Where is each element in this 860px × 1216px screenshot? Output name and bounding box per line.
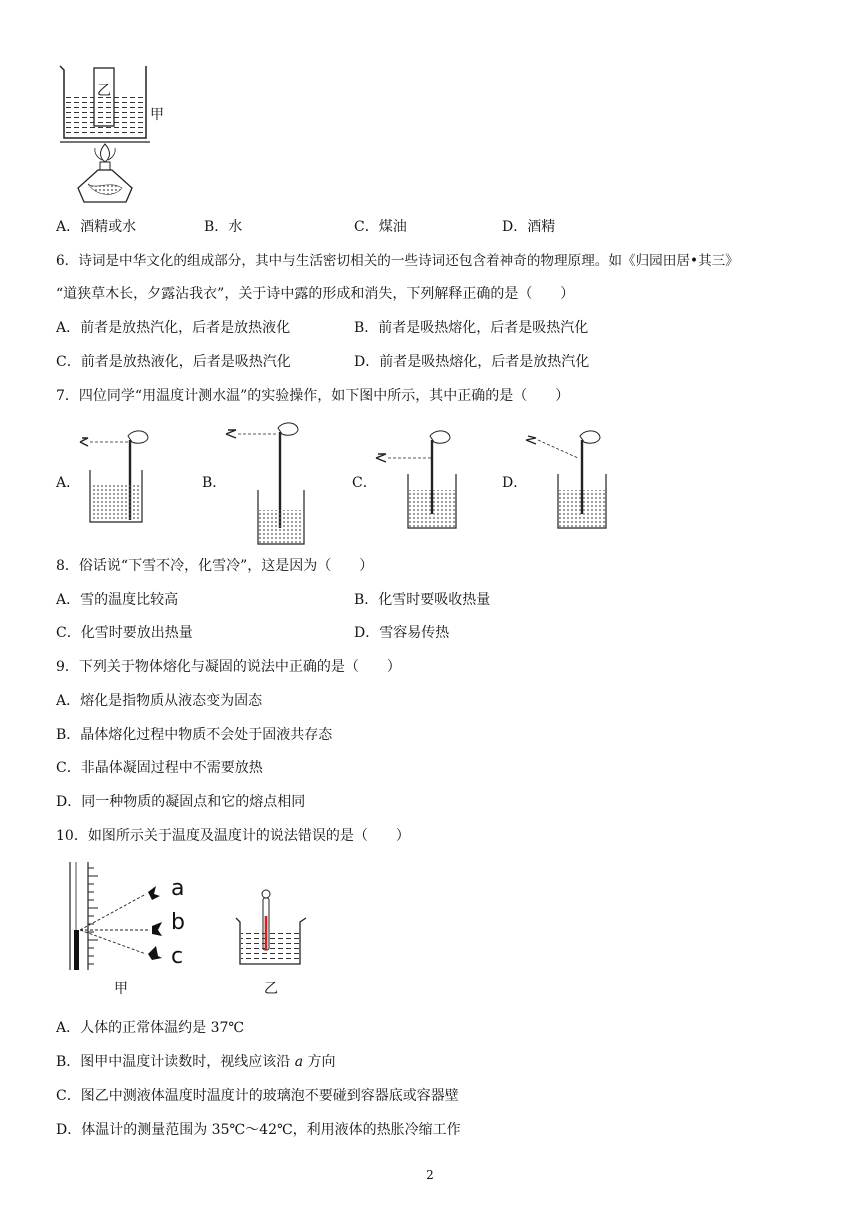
- option-key: C．: [56, 354, 81, 370]
- figure-yi-caption: 乙: [264, 981, 278, 997]
- q10-option-a[interactable]: [56, 1019, 244, 1037]
- option-key: D．: [56, 1122, 82, 1138]
- q8-option-b[interactable]: [354, 591, 490, 609]
- q9-stem: 9．下列关于物体熔化与凝固的说法中正确的是（ ）: [56, 659, 401, 675]
- q5-option-a[interactable]: [56, 218, 136, 236]
- thermometer-in-beaker-c: [372, 428, 462, 532]
- sightline-c-label: c: [171, 944, 184, 969]
- option-key: A．: [56, 1020, 81, 1036]
- option-text: 雪容易传热: [379, 625, 450, 641]
- q9-option-d[interactable]: [56, 793, 305, 811]
- option-text: 晶体熔化过程中物质不会处于固液共存态: [80, 727, 333, 743]
- q6-option-a[interactable]: [56, 319, 290, 337]
- option-key: A．: [56, 693, 81, 709]
- option-text: 酒精: [527, 219, 556, 235]
- option-text: 前者是吸热熔化，后者是放热汽化: [379, 354, 590, 370]
- option-text: 酒精或水: [80, 219, 137, 235]
- q6-option-b[interactable]: [354, 319, 588, 337]
- page-number: 2: [426, 1168, 434, 1182]
- q7-label-d: D．: [502, 475, 528, 491]
- option-text-post: 方向: [303, 1054, 336, 1070]
- q10-option-b[interactable]: [56, 1053, 336, 1071]
- option-text: 体温计的测量范围为 35℃～42℃，利用液体的热胀冷缩工作: [81, 1122, 461, 1138]
- sightline-a-label: a: [171, 876, 185, 901]
- q6-stem-line1: 6．诗词是中华文化的组成部分，其中与生活密切相关的一些诗词还包含着神奇的物理原理。如《归园田居•其三》: [56, 253, 739, 269]
- q10-stem: 10．如图所示关于温度及温度计的说法错误的是（ ）: [56, 828, 410, 844]
- q9-option-b[interactable]: [56, 726, 332, 744]
- option-text-italic: a: [294, 1054, 304, 1070]
- q10-figure-yi: [230, 886, 320, 998]
- option-text: 熔化是指物质从液态变为固态: [80, 693, 263, 709]
- q8-option-d[interactable]: [354, 624, 449, 642]
- option-text: 前者是放热汽化，后者是放热液化: [80, 320, 291, 336]
- thermometer-in-liquid-diagram: [230, 886, 320, 970]
- q7-label-a: A．: [56, 475, 81, 491]
- q5-inner-tube-label: 乙: [97, 83, 111, 99]
- option-key: C．: [56, 1088, 81, 1104]
- option-key: D．: [56, 794, 82, 810]
- q10-option-d[interactable]: [56, 1121, 461, 1139]
- option-text: 煤油: [378, 219, 407, 235]
- q6-option-d[interactable]: [354, 353, 589, 371]
- q5-outer-beaker-label: 甲: [150, 107, 164, 123]
- sightline-b-label: b: [171, 910, 185, 935]
- q5-option-b[interactable]: [204, 218, 242, 236]
- option-key: B．: [56, 727, 81, 743]
- q7-stem: 7．四位同学“用温度计测水温”的实验操作，如下图中所示，其中正确的是（ ）: [56, 388, 570, 404]
- option-key: B．: [354, 320, 379, 336]
- q6-stem-line2: “道狭草木长，夕露沾我衣”，关于诗中露的形成和消失，下列解释正确的是（ ）: [56, 286, 575, 302]
- q7-label-c: C．: [352, 475, 377, 491]
- figure-jia-caption: 甲: [114, 981, 128, 997]
- q6-option-c[interactable]: [56, 353, 291, 371]
- q7-figure-a: [76, 428, 156, 528]
- option-key: A．: [56, 219, 81, 235]
- option-key: C．: [56, 760, 81, 776]
- q7-figure-c: [372, 428, 462, 532]
- q7-label-b: B．: [202, 475, 227, 491]
- thermometer-in-beaker-d: [522, 428, 612, 532]
- q9-option-c[interactable]: [56, 759, 263, 777]
- option-text: 前者是吸热熔化，后者是吸热汽化: [378, 320, 589, 336]
- q7-figure-b: [222, 420, 312, 546]
- option-key: A．: [56, 592, 81, 608]
- option-key: B．: [354, 592, 379, 608]
- option-text: 前者是放热液化，后者是吸热汽化: [80, 354, 291, 370]
- q5-option-d[interactable]: [502, 218, 555, 236]
- option-key: B．: [56, 1054, 81, 1070]
- q5-figure: [50, 60, 170, 205]
- q10-figure-jia: [60, 860, 200, 1000]
- option-text: 人体的正常体温约是 37℃: [80, 1020, 245, 1036]
- option-key: D．: [502, 219, 528, 235]
- option-text: 非晶体凝固过程中不需要放热: [80, 760, 263, 776]
- q8-option-a[interactable]: [56, 591, 178, 609]
- option-text: 同一种物质的凝固点和它的熔点相同: [81, 794, 306, 810]
- option-key: D．: [354, 625, 380, 641]
- option-text: 水: [228, 219, 243, 235]
- q9-option-a[interactable]: [56, 692, 262, 710]
- q7-figure-d: [522, 428, 612, 532]
- option-key: A．: [56, 320, 81, 336]
- option-text: 雪的温度比较高: [80, 592, 179, 608]
- option-key: D．: [354, 354, 380, 370]
- q10-option-c[interactable]: [56, 1087, 459, 1105]
- option-key: C．: [56, 625, 81, 641]
- thermometer-in-beaker-b: [222, 420, 312, 546]
- option-text-pre: 图甲中温度计读数时，视线应该沿: [80, 1054, 295, 1070]
- q8-option-c[interactable]: [56, 624, 193, 642]
- thermometer-in-beaker-a: [76, 428, 156, 528]
- q5-option-c[interactable]: [354, 218, 407, 236]
- option-text: 化雪时要吸收热量: [378, 592, 491, 608]
- option-key: C．: [354, 219, 379, 235]
- option-text: 图乙中测液体温度时温度计的玻璃泡不要碰到容器底或容器壁: [80, 1088, 459, 1104]
- q8-stem: 8．俗话说“下雪不冷，化雪冷”，这是因为（ ）: [56, 558, 374, 574]
- option-key: B．: [204, 219, 229, 235]
- option-text: 化雪时要放出热量: [80, 625, 193, 641]
